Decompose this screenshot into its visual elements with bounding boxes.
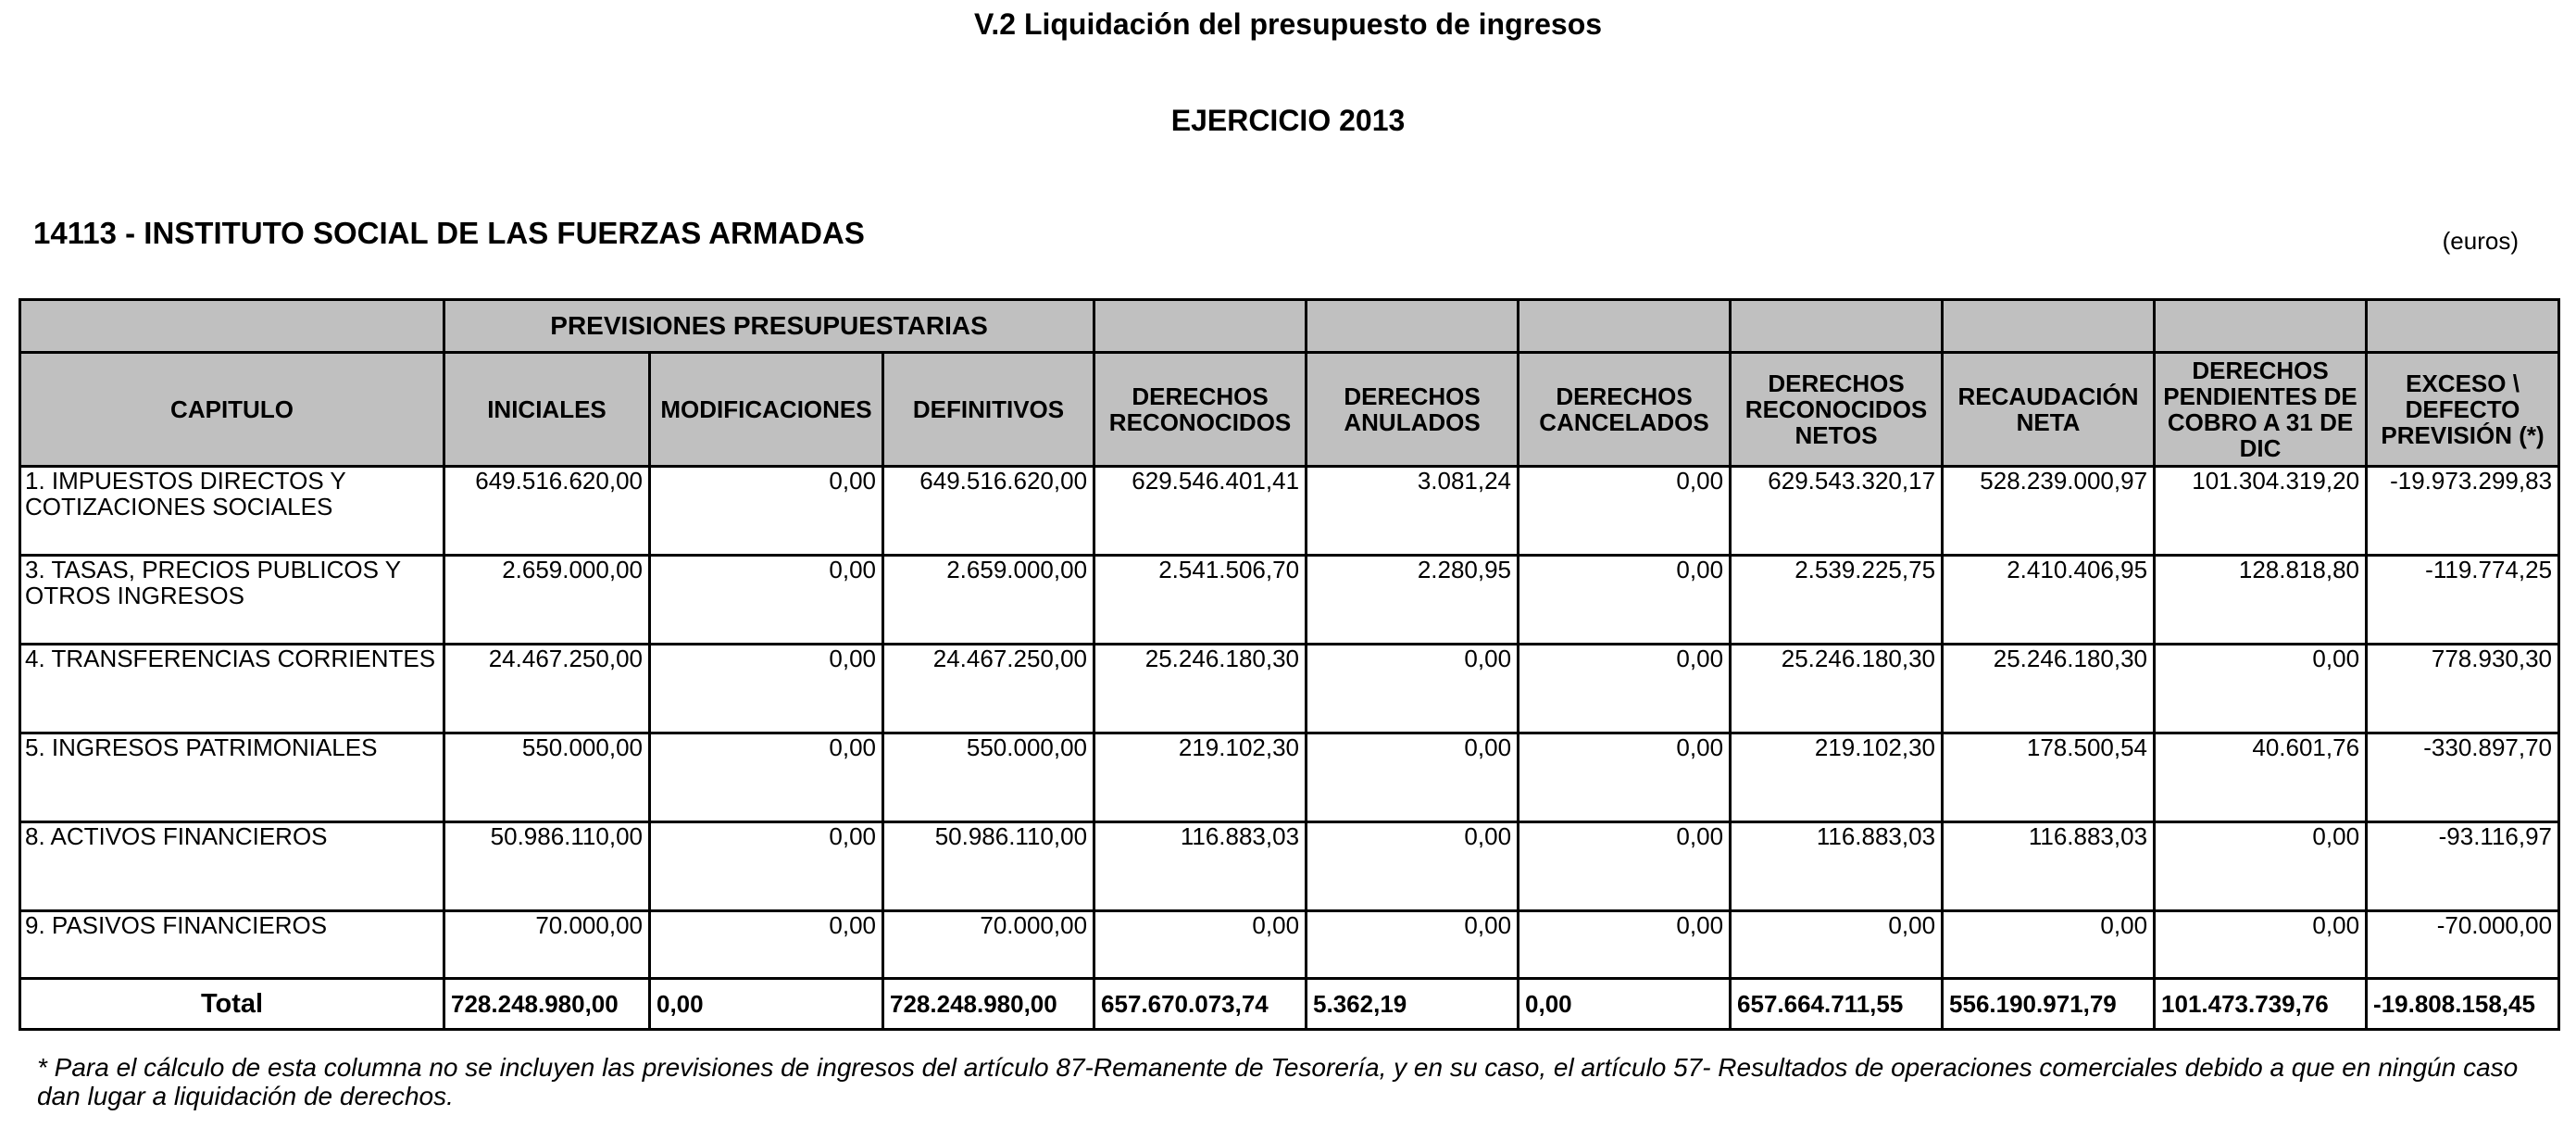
footnote: * Para el cálculo de esta columna no se incluyen las previsiones de ingresos del artículo 87-Remanente de Tesorería, y en su caso, el artículo 57- Resultados de operaciones comerciales debido a que en ningún caso dan lugar a liquidación de derechos. <box>37 1053 2519 1110</box>
cell-derechos-cancelados: 0,00 <box>1519 556 1731 645</box>
header-iniciales: INICIALES <box>444 353 650 467</box>
cell-iniciales: 50.986.110,00 <box>444 822 650 911</box>
cell-recaudacion-neta: 25.246.180,30 <box>1943 645 2155 733</box>
total-modificaciones: 0,00 <box>650 979 883 1030</box>
header-derechos-netos: DERECHOS RECONOCIDOS NETOS <box>1731 353 1943 467</box>
total-derechos-anulados: 5.362,19 <box>1307 979 1519 1030</box>
cell-derechos-anulados: 3.081,24 <box>1307 467 1519 556</box>
header-blank <box>1519 300 1731 353</box>
cell-exceso-defecto: -70.000,00 <box>2367 911 2559 979</box>
cell-derechos-netos: 219.102,30 <box>1731 733 1943 822</box>
header-row-columns <box>20 353 2559 467</box>
header-blank <box>1943 300 2155 353</box>
total-derechos-netos: 657.664.711,55 <box>1731 979 1943 1030</box>
header-blank <box>20 300 444 353</box>
cell-definitivos: 70.000,00 <box>883 911 1094 979</box>
cell-derechos-cancelados: 0,00 <box>1519 467 1731 556</box>
cell-derechos-anulados: 0,00 <box>1307 733 1519 822</box>
cell-derechos-pendientes: 40.601,76 <box>2155 733 2367 822</box>
total-iniciales: 728.248.980,00 <box>444 979 650 1030</box>
cell-derechos-anulados: 0,00 <box>1307 822 1519 911</box>
header-derechos-reconocidos: DERECHOS RECONOCIDOS <box>1094 353 1307 467</box>
header-blank <box>1307 300 1519 353</box>
cell-derechos-netos: 2.539.225,75 <box>1731 556 1943 645</box>
cell-recaudacion-neta: 116.883,03 <box>1943 822 2155 911</box>
cell-recaudacion-neta: 528.239.000,97 <box>1943 467 2155 556</box>
table-row <box>20 911 2559 979</box>
cell-iniciales: 2.659.000,00 <box>444 556 650 645</box>
cell-derechos-anulados: 2.280,95 <box>1307 556 1519 645</box>
header-derechos-pendientes: DERECHOS PENDIENTES DE COBRO A 31 DE DIC <box>2155 353 2367 467</box>
page-subtitle: EJERCICIO 2013 <box>1170 104 1406 137</box>
cell-modificaciones: 0,00 <box>650 733 883 822</box>
cell-derechos-pendientes: 0,00 <box>2155 822 2367 911</box>
cell-capitulo: 1. IMPUESTOS DIRECTOS Y COTIZACIONES SOCIALES <box>20 467 444 556</box>
total-recaudacion-neta: 556.190.971,79 <box>1943 979 2155 1030</box>
cell-derechos-cancelados: 0,00 <box>1519 822 1731 911</box>
header-exceso-defecto: EXCESO \ DEFECTO PREVISIÓN (*) <box>2367 353 2559 467</box>
total-definitivos: 728.248.980,00 <box>883 979 1094 1030</box>
cell-derechos-cancelados: 0,00 <box>1519 645 1731 733</box>
cell-derechos-netos: 116.883,03 <box>1731 822 1943 911</box>
page-title: V.2 Liquidación del presupuesto de ingresos <box>973 7 1603 41</box>
header-derechos-anulados: DERECHOS ANULADOS <box>1307 353 1519 467</box>
cell-definitivos: 649.516.620,00 <box>883 467 1094 556</box>
cell-iniciales: 649.516.620,00 <box>444 467 650 556</box>
cell-derechos-netos: 629.543.320,17 <box>1731 467 1943 556</box>
cell-derechos-cancelados: 0,00 <box>1519 733 1731 822</box>
cell-exceso-defecto: -119.774,25 <box>2367 556 2559 645</box>
cell-modificaciones: 0,00 <box>650 911 883 979</box>
table-row <box>20 645 2559 733</box>
cell-capitulo: 8. ACTIVOS FINANCIEROS <box>20 822 444 911</box>
table-row <box>20 467 2559 556</box>
table-row <box>20 556 2559 645</box>
header-modificaciones: MODIFICACIONES <box>650 353 883 467</box>
cell-recaudacion-neta: 0,00 <box>1943 911 2155 979</box>
header-blank <box>2367 300 2559 353</box>
cell-iniciales: 550.000,00 <box>444 733 650 822</box>
cell-derechos-netos: 25.246.180,30 <box>1731 645 1943 733</box>
cell-derechos-reconocidos: 219.102,30 <box>1094 733 1307 822</box>
total-derechos-pendientes: 101.473.739,76 <box>2155 979 2367 1030</box>
cell-derechos-reconocidos: 629.546.401,41 <box>1094 467 1307 556</box>
cell-modificaciones: 0,00 <box>650 467 883 556</box>
cell-recaudacion-neta: 178.500,54 <box>1943 733 2155 822</box>
cell-capitulo: 5. INGRESOS PATRIMONIALES <box>20 733 444 822</box>
header-blank <box>2155 300 2367 353</box>
cell-derechos-reconocidos: 0,00 <box>1094 911 1307 979</box>
header-recaudacion-neta: RECAUDACIÓN NETA <box>1943 353 2155 467</box>
cell-modificaciones: 0,00 <box>650 556 883 645</box>
liquidation-table <box>19 298 2560 1031</box>
cell-exceso-defecto: -19.973.299,83 <box>2367 467 2559 556</box>
cell-modificaciones: 0,00 <box>650 645 883 733</box>
cell-derechos-reconocidos: 2.541.506,70 <box>1094 556 1307 645</box>
header-blank <box>1094 300 1307 353</box>
cell-exceso-defecto: -93.116,97 <box>2367 822 2559 911</box>
cell-derechos-netos: 0,00 <box>1731 911 1943 979</box>
cell-capitulo: 4. TRANSFERENCIAS CORRIENTES <box>20 645 444 733</box>
cell-derechos-reconocidos: 116.883,03 <box>1094 822 1307 911</box>
cell-definitivos: 24.467.250,00 <box>883 645 1094 733</box>
cell-derechos-pendientes: 101.304.319,20 <box>2155 467 2367 556</box>
cell-capitulo: 3. TASAS, PRECIOS PUBLICOS Y OTROS INGRESOS <box>20 556 444 645</box>
header-capitulo: CAPITULO <box>20 353 444 467</box>
cell-capitulo: 9. PASIVOS FINANCIEROS <box>20 911 444 979</box>
total-row <box>20 979 2559 1030</box>
header-blank <box>1731 300 1943 353</box>
cell-derechos-pendientes: 128.818,80 <box>2155 556 2367 645</box>
header-definitivos: DEFINITIVOS <box>883 353 1094 467</box>
cell-exceso-defecto: 778.930,30 <box>2367 645 2559 733</box>
table-body <box>20 467 2559 979</box>
entity-heading: 14113 - INSTITUTO SOCIAL DE LAS FUERZAS ARMADAS <box>33 216 865 250</box>
cell-modificaciones: 0,00 <box>650 822 883 911</box>
cell-derechos-cancelados: 0,00 <box>1519 911 1731 979</box>
table-row <box>20 733 2559 822</box>
units-label: (euros) <box>2442 227 2519 255</box>
cell-definitivos: 50.986.110,00 <box>883 822 1094 911</box>
cell-exceso-defecto: -330.897,70 <box>2367 733 2559 822</box>
cell-definitivos: 550.000,00 <box>883 733 1094 822</box>
cell-derechos-pendientes: 0,00 <box>2155 645 2367 733</box>
header-previsiones: PREVISIONES PRESUPUESTARIAS <box>444 300 1094 353</box>
total-derechos-reconocidos: 657.670.073,74 <box>1094 979 1307 1030</box>
cell-derechos-anulados: 0,00 <box>1307 911 1519 979</box>
cell-iniciales: 24.467.250,00 <box>444 645 650 733</box>
total-derechos-cancelados: 0,00 <box>1519 979 1731 1030</box>
header-row-group <box>20 300 2559 353</box>
total-label: Total <box>20 979 444 1030</box>
total-exceso-defecto: -19.808.158,45 <box>2367 979 2559 1030</box>
header-derechos-cancelados: DERECHOS CANCELADOS <box>1519 353 1731 467</box>
table-row <box>20 822 2559 911</box>
cell-derechos-reconocidos: 25.246.180,30 <box>1094 645 1307 733</box>
cell-recaudacion-neta: 2.410.406,95 <box>1943 556 2155 645</box>
cell-derechos-pendientes: 0,00 <box>2155 911 2367 979</box>
cell-derechos-anulados: 0,00 <box>1307 645 1519 733</box>
cell-definitivos: 2.659.000,00 <box>883 556 1094 645</box>
cell-iniciales: 70.000,00 <box>444 911 650 979</box>
